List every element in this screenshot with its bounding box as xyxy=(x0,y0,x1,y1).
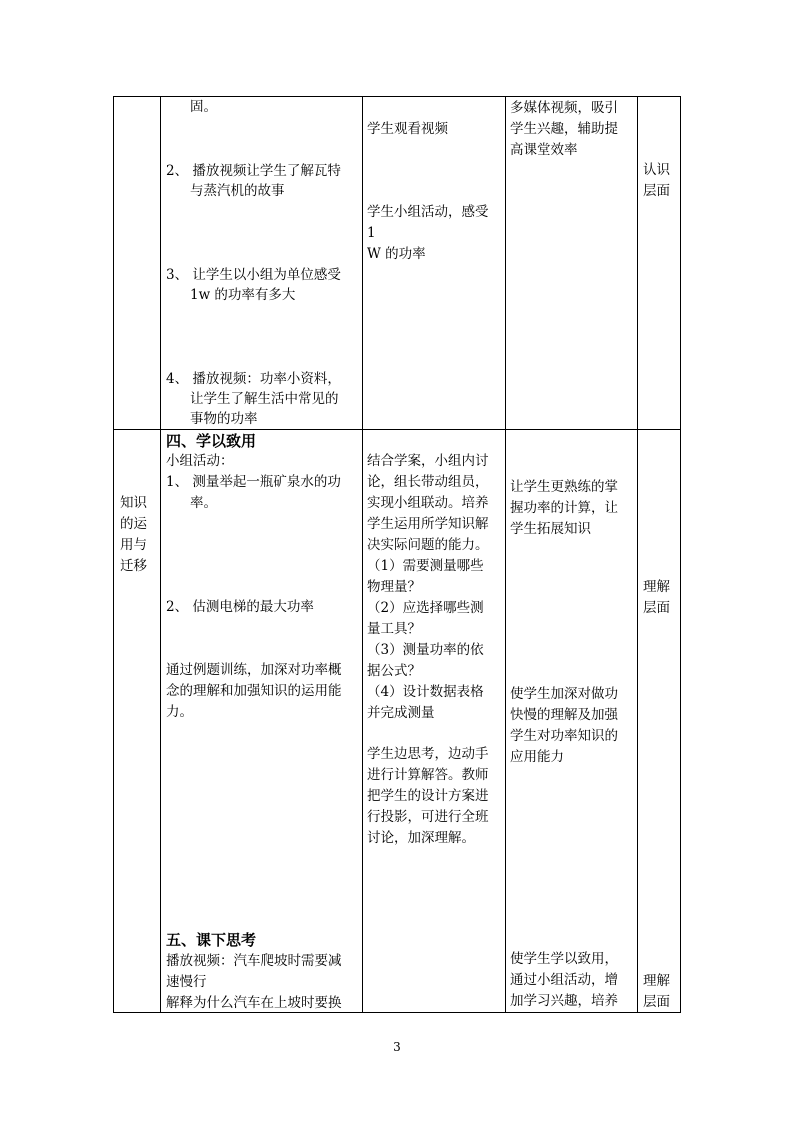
section-heading: 五、课下思考 xyxy=(166,931,257,949)
content-text: 让学生了解生活中常见的 xyxy=(190,391,339,407)
content-text: 速慢行 xyxy=(166,974,207,990)
content-text: 力。 xyxy=(166,704,193,720)
student-activity-text: 行投影，可进行全班 xyxy=(367,809,489,825)
stage-label: 用与 xyxy=(120,537,147,553)
design-intent-text: 让学生更熟练的掌 xyxy=(510,479,618,495)
design-intent-text: 通过小组活动，增 xyxy=(510,972,618,988)
design-intent-text: 学生兴趣，辅助提 xyxy=(510,121,618,137)
content-text: 通过例题训练，加深对功率概 xyxy=(166,662,342,678)
stage-label: 迁移 xyxy=(120,558,147,574)
content-text: 固。 xyxy=(190,99,217,115)
level-label: 层面 xyxy=(643,600,670,616)
student-activity-text: 讨论，加深理解。 xyxy=(367,830,475,846)
design-intent-text: 学生拓展知识 xyxy=(510,521,591,537)
student-activity-text: 学生观看视频 xyxy=(367,121,448,137)
content-text: 解释为什么汽车在上坡时要换 xyxy=(166,995,342,1011)
content-text: 与蒸汽机的故事 xyxy=(190,183,285,199)
table-border-left xyxy=(113,96,114,1013)
design-intent-text: 握功率的计算，让 xyxy=(510,500,618,516)
design-intent-text: 应用能力 xyxy=(510,749,564,765)
student-activity-text: （2）应选择哪些测 xyxy=(367,600,484,616)
content-text: 念的理解和加强知识的运用能 xyxy=(166,683,342,699)
table-col-divider-3 xyxy=(505,96,506,1013)
level-label: 理解 xyxy=(643,579,670,595)
student-activity-text: 实现小组联动。培养 xyxy=(367,495,489,511)
student-activity-text: 学生小组活动，感受 xyxy=(367,204,489,220)
student-activity-text: 学生运用所学知识解 xyxy=(367,516,489,532)
student-activity-text: 1 xyxy=(367,225,376,241)
student-activity-text: 学生边思考，边动手 xyxy=(367,746,489,762)
student-activity-text: （3）测量功率的依 xyxy=(367,642,484,658)
design-intent-text: 学生对功率知识的 xyxy=(510,728,618,744)
page-number: 3 xyxy=(393,1040,401,1054)
student-activity-text: 并完成测量 xyxy=(367,705,435,721)
content-text: 1w 的功率有多大 xyxy=(190,287,296,303)
student-activity-text: 量工具？ xyxy=(367,621,421,637)
student-activity-text: 物理量？ xyxy=(367,579,421,595)
content-text: 小组活动： xyxy=(166,453,234,469)
student-activity-text: 把学生的设计方案进 xyxy=(367,788,489,804)
table-border-right xyxy=(680,96,681,1013)
student-activity-text: 据公式？ xyxy=(367,663,421,679)
content-text: 2、 播放视频让学生了解瓦特 xyxy=(166,163,341,179)
table-col-divider-1 xyxy=(160,96,161,1013)
content-text: 3、 让学生以小组为单位感受 xyxy=(166,267,341,283)
table-col-divider-2 xyxy=(362,96,363,1013)
level-label: 层面 xyxy=(643,994,670,1010)
stage-label: 知识 xyxy=(120,495,147,511)
stage-label: 的运 xyxy=(120,516,147,532)
content-text: 2、 估测电梯的最大功率 xyxy=(166,599,314,615)
level-label: 层面 xyxy=(643,183,670,199)
design-intent-text: 高课堂效率 xyxy=(510,142,578,158)
design-intent-text: 加学习兴趣，培养 xyxy=(510,993,618,1009)
student-activity-text: 进行计算解答。教师 xyxy=(367,767,489,783)
section-heading: 四、学以致用 xyxy=(166,432,257,450)
content-text: 事物的功率 xyxy=(190,411,258,427)
design-intent-text: 快慢的理解及加强 xyxy=(510,707,618,723)
student-activity-text: W 的功率 xyxy=(367,246,426,262)
student-activity-text: 结合学案，小组内讨 xyxy=(367,453,489,469)
level-label: 理解 xyxy=(643,973,670,989)
table-col-divider-4 xyxy=(637,96,638,1013)
content-text: 播放视频：汽车爬坡时需要减 xyxy=(166,953,342,969)
content-text: 4、 播放视频：功率小资料， xyxy=(166,371,341,387)
student-activity-text: （4）设计数据表格 xyxy=(367,684,484,700)
level-label: 认识 xyxy=(643,162,670,178)
content-text: 率。 xyxy=(190,495,217,511)
student-activity-text: 论，组长带动组员， xyxy=(367,474,489,490)
design-intent-text: 使学生学以致用， xyxy=(510,951,618,967)
student-activity-text: 决实际问题的能力。 xyxy=(367,537,489,553)
design-intent-text: 多媒体视频，吸引 xyxy=(510,100,618,116)
content-text: 1、 测量举起一瓶矿泉水的功 xyxy=(166,474,341,490)
design-intent-text: 使学生加深对做功 xyxy=(510,686,618,702)
student-activity-text: （1）需要测量哪些 xyxy=(367,558,484,574)
